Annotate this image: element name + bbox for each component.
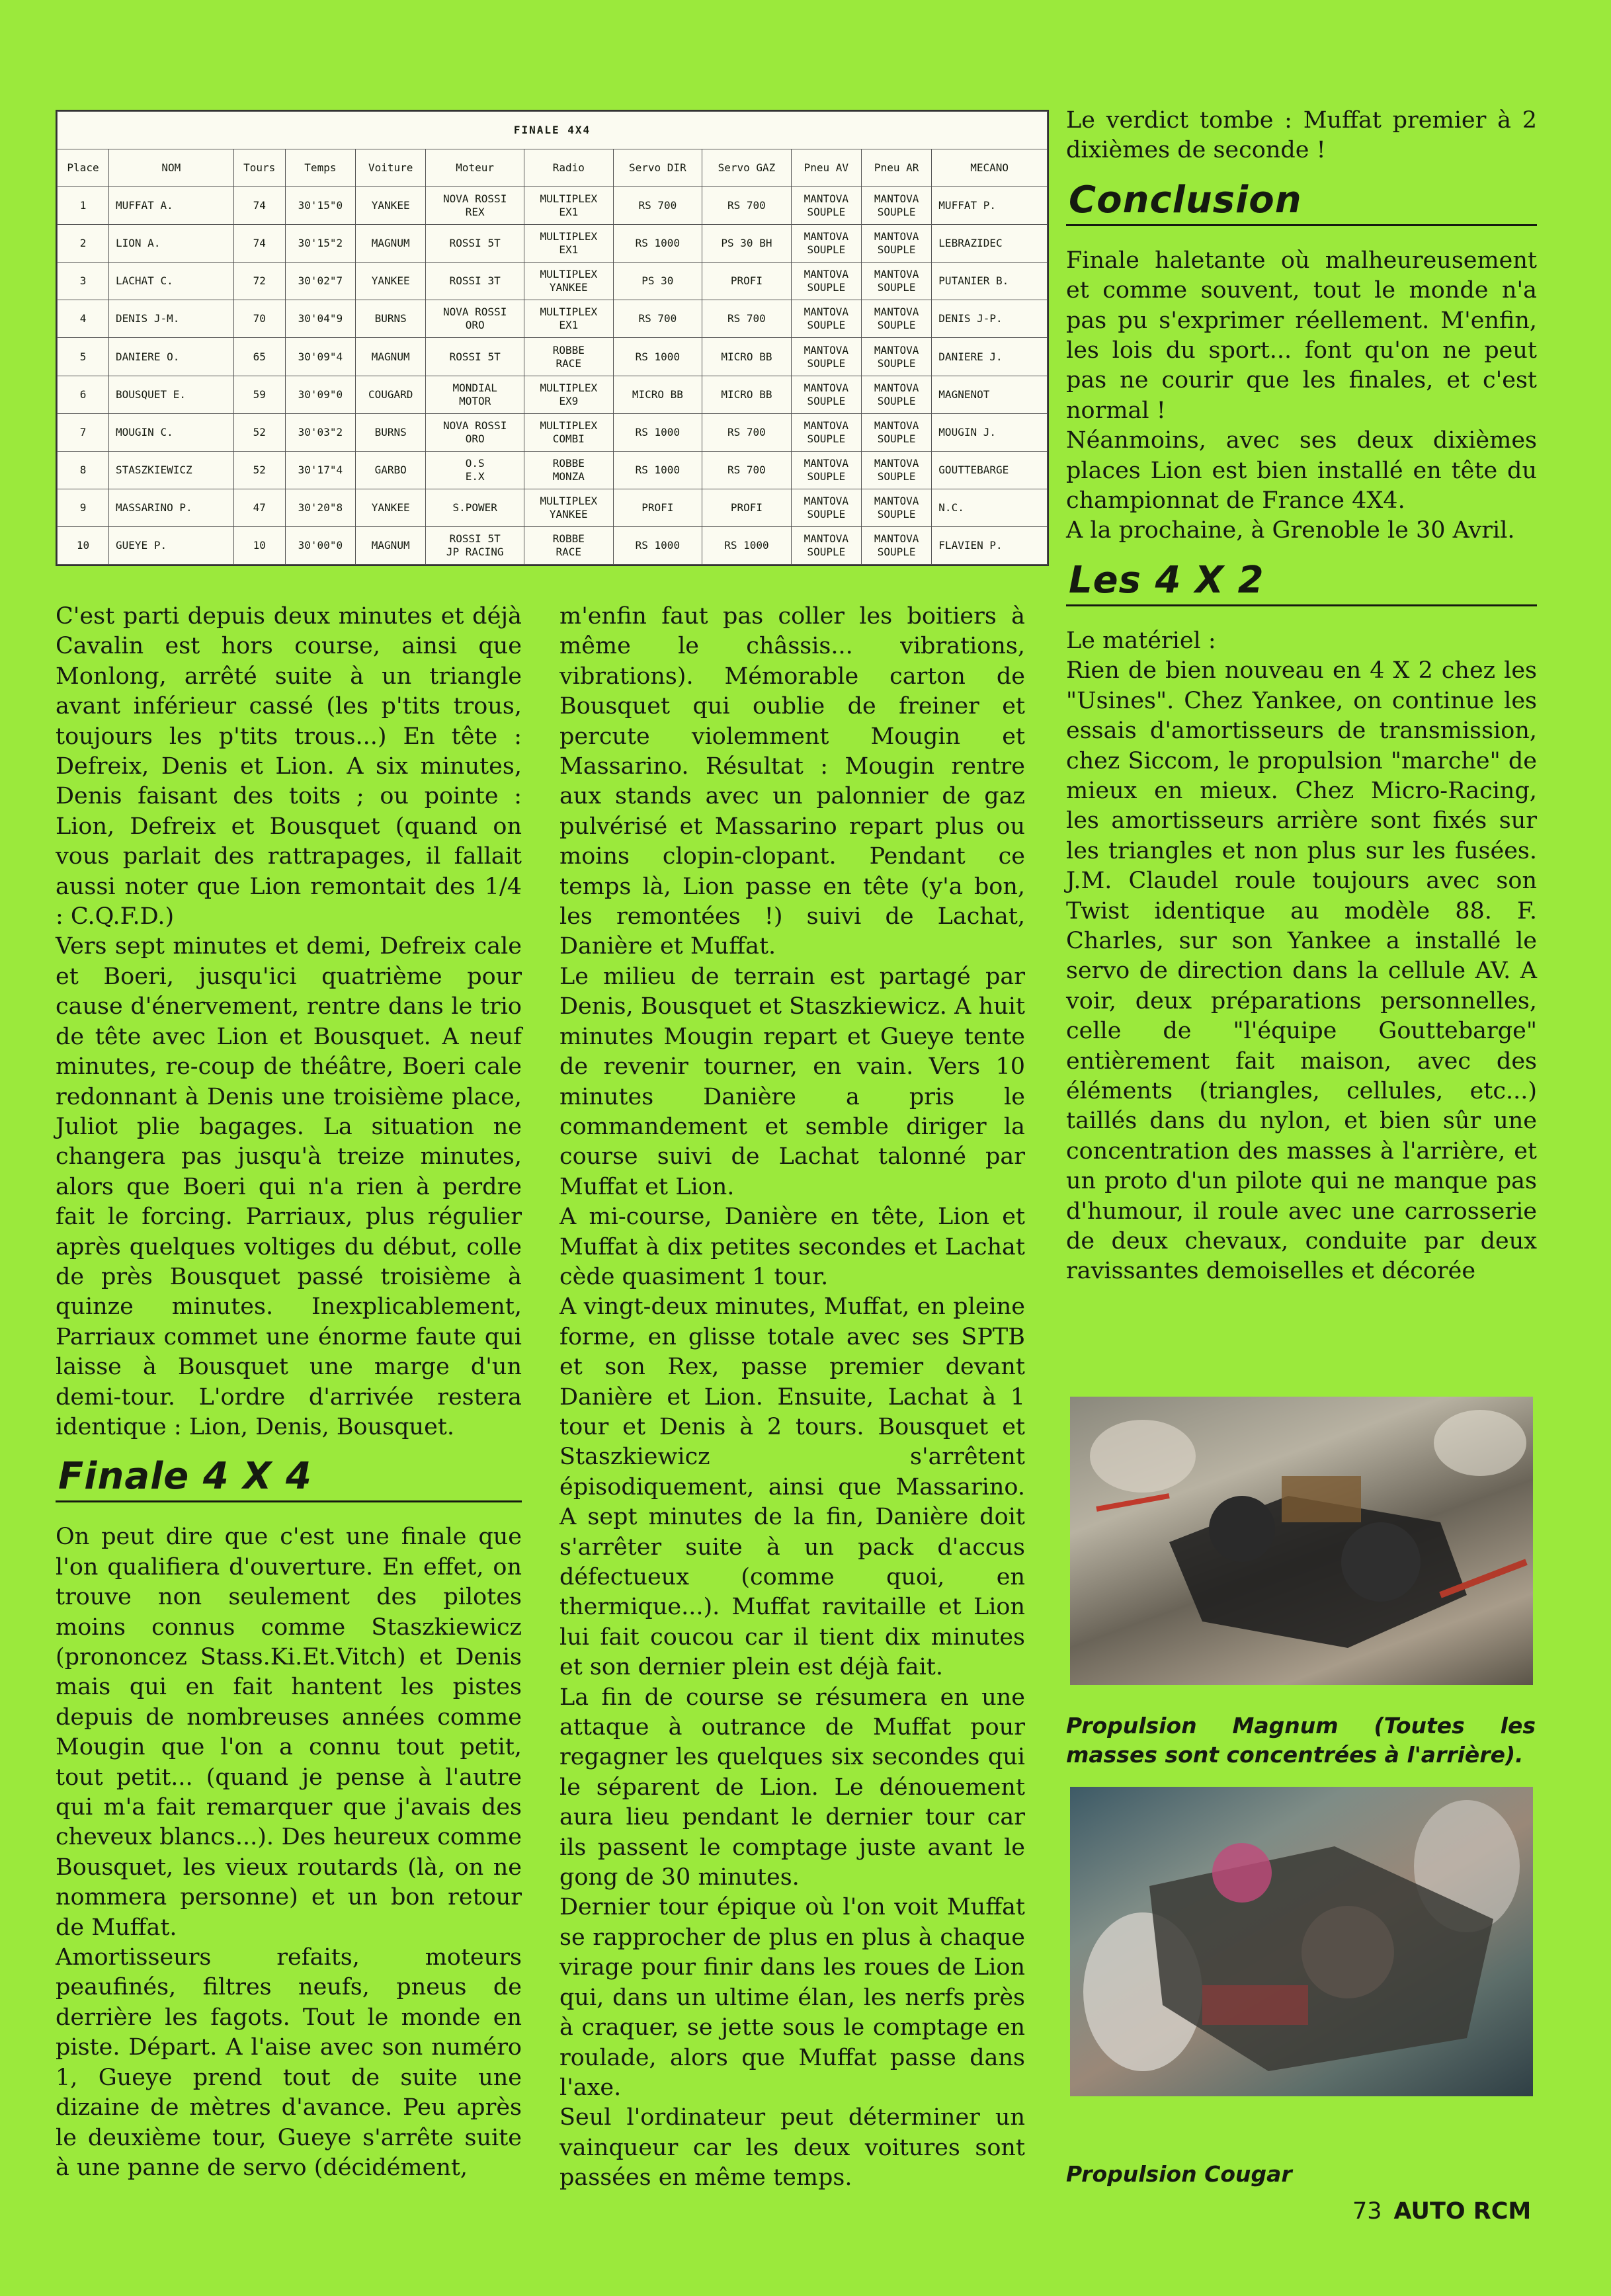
table-cell: YANKEE [356,187,426,225]
table-cell: 30'04"9 [285,300,355,338]
table-cell: 74 [233,187,285,225]
column-header: Pneu AR [862,149,932,187]
table-cell: S.POWER [426,489,524,526]
table-cell: 30'15"2 [285,225,355,263]
table-cell: MANTOVA SOUPLE [791,187,861,225]
table-cell: 6 [58,376,109,413]
page-number: 73 [1352,2198,1382,2225]
table-cell: PUTANIER B. [932,263,1048,300]
column-header: Tours [233,149,285,187]
table-cell: MANTOVA SOUPLE [862,225,932,263]
table-cell: MONDIAL MOTOR [426,376,524,413]
column-header: Servo DIR [613,149,702,187]
table-row [58,526,1048,564]
column-header: Place [58,149,109,187]
paragraph: La fin de course se résumera en une attaque à outrance de Muffat pour regagner les quelques six secondes qui le séparent de Lion. Le dénouement aura lieu pendant le dernier tour car ils passent le comptage juste avant le gong de 30 minutes. [559,1684,1025,1891]
table-cell: BURNS [356,300,426,338]
paragraph: A la prochaine, à Grenoble le 30 Avril. [1066,517,1515,544]
car-chassis-illustration [1070,1787,1533,2096]
paragraph: Seul l'ordinateur peut déterminer un vainqueur car les deux voitures sont passées en même temps. [559,2104,1025,2192]
table-row [58,413,1048,451]
magazine-name: AUTO RCM [1393,2198,1532,2225]
table-cell: DENIS J-P. [932,300,1048,338]
table-cell: RS 1000 [613,526,702,564]
table-cell: COUGARD [356,376,426,413]
table-cell: 9 [58,489,109,526]
table-cell: RS 700 [702,451,792,489]
table-row [58,451,1048,489]
page-footer [1352,2198,1531,2225]
table-cell: ROSSI 5T [426,338,524,376]
table-cell: 30'20"8 [285,489,355,526]
table-cell: MUFFAT A. [109,187,234,225]
paragraph: Rien de bien nouveau en 4 X 2 chez les "Usines". Chez Yankee, on continue les essais d'amortisseurs de transmission, chez Siccom, le propulsion "marche" de mieux en mieux. Chez Micro-Racing, les amortisseurs arrière sont fixés sur les triangles et non plus sur les fusées. J.M. Claudel roule toujours avec son Twist identique au modèle 88. F. Charles, sur son Yankee a installé le servo de direction dans la cellule AV. A voir, deux préparations personnelles, celle de "l'équipe Gouttebarge" entièrement fait maison, avec des éléments (triangles, cellules, etc...) taillés dans du nylon, et bien sûr une concentration des masses à l'arrière, et un proto d'un pilote qui ne manque pas d'humour, il roule avec une carrosserie de deux chevaux, conduite par deux ravissantes demoiselles et décorée [1066,657,1537,1285]
table-cell: 10 [58,526,109,564]
table-cell: 47 [233,489,285,526]
paragraph: Néanmoins, avec ses deux dixièmes places Lion est bien installé en tête du championnat de France 4X4. [1066,427,1537,514]
table-cell: STASZKIEWICZ [109,451,234,489]
table-cell: MANTOVA SOUPLE [862,413,932,451]
table-cell: GUEYE P. [109,526,234,564]
table-cell: RS 1000 [613,225,702,263]
table-cell: MICRO BB [613,376,702,413]
table-cell: 30'17"4 [285,451,355,489]
table-cell: PROFI [613,489,702,526]
paragraph: A mi-course, Danière en tête, Lion et Muffat à dix petites secondes et Lachat cède quasiment 1 tour. [559,1204,1025,1290]
table-cell: MULTIPLEX EX9 [524,376,614,413]
table-cell: MULTIPLEX YANKEE [524,263,614,300]
column-1 [56,602,522,2183]
table-cell: ROBBE RACE [524,338,614,376]
table-cell: MAGNUM [356,526,426,564]
photo-caption-magnum: Propulsion Magnum (Toutes les masses sont concentrées à l'arrière). [1066,1713,1536,1768]
table-row [58,376,1048,413]
table-cell: MULTIPLEX EX1 [524,225,614,263]
table-cell: RS 1000 [613,451,702,489]
table-cell: MAGNENOT [932,376,1048,413]
table-cell: DENIS J-M. [109,300,234,338]
paragraph: C'est parti depuis deux minutes et déjà Cavalin est hors course, ainsi que Monlong, arrêté suite à un triangle avant inférieur cassé (les p'tits trous, toujours les p'tits trous...) En tête : Defreix, Denis et Lion. A six minutes, Denis faisant des toits ; ou pointe : Lion, Defreix et Bousquet (quand on vous parlait des rattrapages, il fallait aussi noter que Lion remontait des 1/4 : C.Q.F.D.) [56,603,522,930]
table-cell: 52 [233,451,285,489]
table-cell: 70 [233,300,285,338]
table-cell: ROSSI 3T [426,263,524,300]
table-cell: 30'09"0 [285,376,355,413]
table-cell: 30'02"7 [285,263,355,300]
table-cell: NOVA ROSSI REX [426,187,524,225]
table-cell: PROFI [702,489,792,526]
table-row [58,338,1048,376]
table-cell: 65 [233,338,285,376]
table-cell: 3 [58,263,109,300]
table-cell: MANTOVA SOUPLE [862,376,932,413]
table-cell: PS 30 [613,263,702,300]
table-cell: 74 [233,225,285,263]
photo-propulsion-magnum [1070,1397,1533,1685]
column-header: Temps [285,149,355,187]
section-heading-finale: Finale 4 X 4 [56,1457,522,1502]
table-cell: 4 [58,300,109,338]
paragraph: m'enfin faut pas coller les boitiers à même le châssis... vibrations, vibrations). Mémorable carton de Bousquet qui oublie de freiner et percute violemment Mougin et Massarino. Résultat : Mougin rentre aux stands avec un palonnier de gaz pulvérisé et Massarino repart plus ou moins clopin-clopant. Pendant ce temps là, Lion passe en tête (y'a bon, les remontées !) suivi de Lachat, Danière et Muffat. [559,603,1025,960]
section-heading-4x2: Les 4 X 2 [1066,561,1537,606]
table-cell: 30'15"0 [285,187,355,225]
column-header: Radio [524,149,614,187]
table-row [58,263,1048,300]
table-row [58,225,1048,263]
table-cell: MAGNUM [356,225,426,263]
table-cell: MANTOVA SOUPLE [862,300,932,338]
table-cell: MANTOVA SOUPLE [862,526,932,564]
table-cell: MULTIPLEX YANKEE [524,489,614,526]
table-cell: ROSSI 5T [426,225,524,263]
table-cell: MANTOVA SOUPLE [862,187,932,225]
table-cell: NOVA ROSSI ORO [426,300,524,338]
table-cell: MANTOVA SOUPLE [862,263,932,300]
paragraph: Dernier tour épique où l'on voit Muffat se rapprocher de plus en plus à chaque virage pour finir dans les roues de Lion qui, dans un ultime élan, les nerfs près à craquer, se jette sous le comptage en roulade, alors que Muffat passe dans l'axe. [559,1894,1025,2101]
table-cell: 1 [58,187,109,225]
table-cell: MAGNUM [356,338,426,376]
table-cell: 2 [58,225,109,263]
results-grid [57,111,1048,565]
table-cell: 30'09"4 [285,338,355,376]
table-cell: RS 1000 [613,413,702,451]
table-cell: RS 700 [613,187,702,225]
column-3 [1066,106,1537,1287]
table-cell: MANTOVA SOUPLE [791,489,861,526]
table-cell: MANTOVA SOUPLE [791,300,861,338]
paragraph: Le milieu de terrain est partagé par Denis, Bousquet et Staszkiewicz. A huit minutes Mougin repart et Gueye tente de revenir tourner, en vain. Vers 10 minutes Danière a pris le commandement et semble diriger la course suivi de Lachat talonné par Muffat et Lion. [559,963,1025,1200]
paragraph: On peut dire que c'est une finale que l'on qualifiera d'ouverture. En effet, on trouve non seulement des pilotes moins connus comme Staszkiewicz (prononcez Stass.Ki.Et.Vitch) et Denis mais qui en fait hantent les pistes depuis de nombreuses années comme Mougin que l'on a connu tout petit, tout petit... (quand je pense à l'autre qui m'a fait remarquer que j'avais des cheveux blancs...). Des heureux comme Bousquet, les vieux routards (là, on ne nommera personne) et un bon retour de Muffat. [56,1524,522,1941]
photo-caption-cougar: Propulsion Cougar [1066,2161,1292,2187]
table-cell: PROFI [702,263,792,300]
table-cell: LACHAT C. [109,263,234,300]
table-cell: 7 [58,413,109,451]
table-cell: LEBRAZIDEC [932,225,1048,263]
paragraph: Vers sept minutes et demi, Defreix cale et Boeri, jusqu'ici quatrième pour cause d'énervement, rentre dans le trio de tête avec Lion et Bousquet. A neuf minutes, re-coup de théâtre, Boeri cale redonnant à Denis une troisième place, Juliot plie bagages. La situation ne changera pas jusqu'à treize minutes, alors que Boeri qui n'a rien à perdre fait le forcing. Parriaux, plus régulier après quelques voltiges du début, colle de près Bousquet passé troisième à quinze minutes. Inexplicablement, Parriaux commet une énorme faute qui laisse à Bousquet une marge d'un demi-tour. L'ordre d'arrivée restera identique : Lion, Denis, Bousquet. [56,933,522,1440]
section-heading-conclusion: Conclusion [1066,181,1537,226]
table-cell: MANTOVA SOUPLE [791,225,861,263]
table-cell: ROSSI 5T JP RACING [426,526,524,564]
table-cell: MULTIPLEX EX1 [524,300,614,338]
column-header: Voiture [356,149,426,187]
results-table [56,110,1049,566]
table-cell: 30'03"2 [285,413,355,451]
paragraph: Amortisseurs refaits, moteurs peaufinés, filtres neufs, pneus de derrière les fagots. Tout le monde en piste. Départ. A l'aise avec son numéro 1, Gueye prend tout de suite une dizaine de mètres d'avance. Peu après le deuxième tour, Gueye s'arrête suite à une panne de servo (décidément, [56,1944,522,2181]
table-cell: ROBBE RACE [524,526,614,564]
table-cell: BURNS [356,413,426,451]
table-cell: 30'00"0 [285,526,355,564]
table-cell: MOUGIN J. [932,413,1048,451]
table-cell: MANTOVA SOUPLE [791,338,861,376]
table-title: FINALE 4X4 [58,112,1048,149]
table-row [58,187,1048,225]
table-cell: MULTIPLEX EX1 [524,187,614,225]
table-cell: MICRO BB [702,338,792,376]
table-cell: BOUSQUET E. [109,376,234,413]
table-cell: MOUGIN C. [109,413,234,451]
table-cell: GOUTTEBARGE [932,451,1048,489]
table-cell: DANIERE O. [109,338,234,376]
table-cell: 72 [233,263,285,300]
table-cell: MUFFAT P. [932,187,1048,225]
table-cell: 10 [233,526,285,564]
table-cell: DANIERE J. [932,338,1048,376]
column-header: NOM [109,149,234,187]
paragraph: Le matériel : [1066,627,1216,654]
column-header: Pneu AV [791,149,861,187]
column-header: MECANO [932,149,1048,187]
table-cell: MANTOVA SOUPLE [791,413,861,451]
table-cell: MANTOVA SOUPLE [862,338,932,376]
table-cell: MANTOVA SOUPLE [791,526,861,564]
table-cell: 8 [58,451,109,489]
car-chassis-illustration [1070,1397,1533,1685]
table-cell: RS 700 [613,300,702,338]
column-header: Servo GAZ [702,149,792,187]
table-cell: MULTIPLEX COMBI [524,413,614,451]
table-cell: MICRO BB [702,376,792,413]
table-cell: 5 [58,338,109,376]
table-cell: MANTOVA SOUPLE [791,451,861,489]
table-cell: RS 700 [702,187,792,225]
paragraph: A vingt-deux minutes, Muffat, en pleine forme, en glisse totale avec ses SPTB et son Rex, passe premier devant Danière et Lion. Ensuite, Lachat à 1 tour et Denis à 2 tours. Bousquet et Staszkiewicz s'arrêtent épisodiquement, ainsi que Massarino. A sept minutes de la fin, Danière doit s'arrêter suite à un pack d'accus défectueux (comme quoi, en thermique...). Muffat ravitaille et Lion lui fait coucou car il tient dix minutes et son dernier plein est déjà fait. [559,1293,1025,1681]
table-cell: MANTOVA SOUPLE [862,451,932,489]
table-cell: 59 [233,376,285,413]
table-cell: RS 700 [702,413,792,451]
column-header: Moteur [426,149,524,187]
table-cell: MANTOVA SOUPLE [791,263,861,300]
table-cell: MASSARINO P. [109,489,234,526]
table-cell: LION A. [109,225,234,263]
table-row [58,489,1048,526]
photo-propulsion-cougar [1070,1787,1533,2096]
table-cell: 52 [233,413,285,451]
table-cell: YANKEE [356,263,426,300]
table-cell: RS 1000 [702,526,792,564]
table-cell: O.S E.X [426,451,524,489]
table-cell: RS 1000 [613,338,702,376]
table-cell: YANKEE [356,489,426,526]
table-cell: NOVA ROSSI ORO [426,413,524,451]
table-cell: MANTOVA SOUPLE [791,376,861,413]
table-cell: GARBO [356,451,426,489]
table-cell: N.C. [932,489,1048,526]
paragraph: Le verdict tombe : Muffat premier à 2 dixièmes de seconde ! [1066,107,1537,164]
table-cell: PS 30 BH [702,225,792,263]
table-header-row [58,149,1048,187]
column-2 [559,602,1025,2194]
table-cell: FLAVIEN P. [932,526,1048,564]
table-row [58,300,1048,338]
table-cell: MANTOVA SOUPLE [862,489,932,526]
paragraph: Finale haletante où malheureusement et comme souvent, tout le monde n'a pas pu s'exprimer réellement. M'enfin, les lois du sport... font qu'on ne peut pas ne courir que les finales, et c'est normal ! [1066,247,1537,424]
table-cell: RS 700 [702,300,792,338]
table-cell: ROBBE MONZA [524,451,614,489]
